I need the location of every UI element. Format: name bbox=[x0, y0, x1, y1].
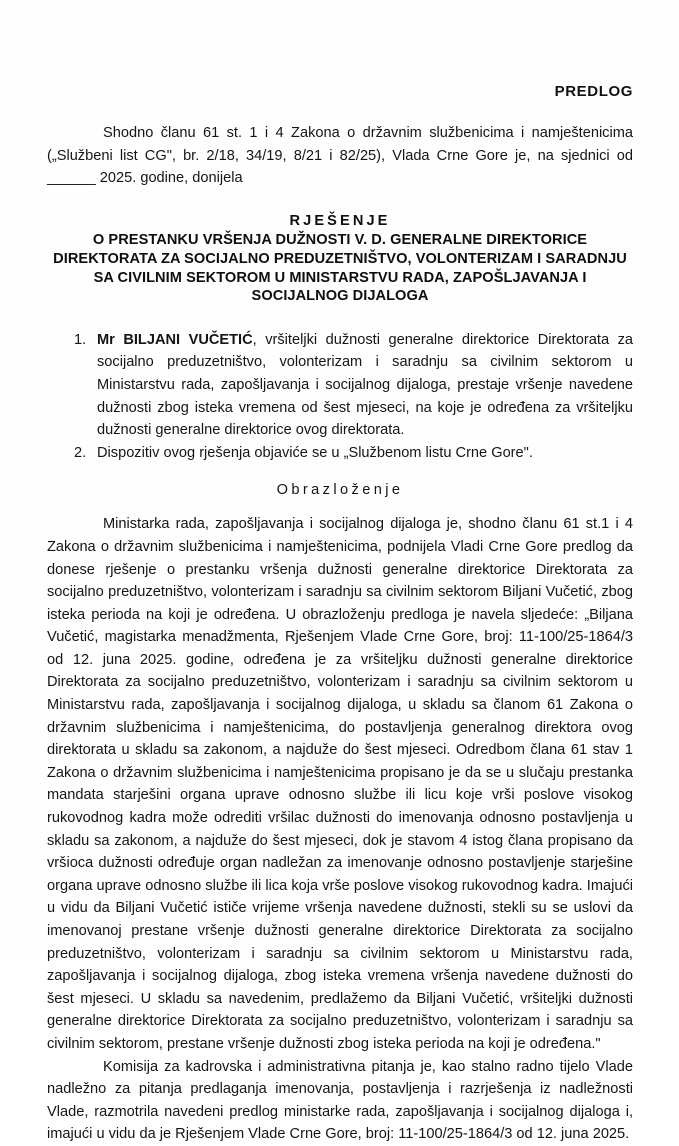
list-item-text: , vršiteljki dužnosti generalne direktorice Direktorata za socijalno preduzetništvo, volonterizam i saradnju sa civilnim sektorom u Ministarstvu rada, zapošljavanja i socijalnog dijaloga, prestaje vršenje navedene dužnosti zbog isteka vremena od šest mjeseci, na koje je određena za vršiteljku dužnosti generalne direktorice ovog direktorata. bbox=[97, 331, 633, 439]
document-title-subtitle: O PRESTANKU VRŠENJA DUŽNOSTI V. D. GENERALNE DIREKTORICE DIREKTORATA ZA SOCIJALNO PREDUZETNIŠTVO, VOLONTERIZAM I SARADNJU SA CIVILNIM SEKTOROM U MINISTARSTVU RADA, ZAPOŠLJAVANJA I SOCIJALNOG DIJALOGA bbox=[53, 232, 627, 305]
list-item bbox=[47, 442, 633, 465]
explanation-paragraph: Ministarka rada, zapošljavanja i socijalnog dijaloga je, shodno članu 61 st.1 i 4 Zakona o državnim službenicima i namještenicima, podnijela Vladi Crne Gore predlog da donese rješenje o prestanku vršenja dužnosti generalne direktorice Direktorata za socijalno preduzetništvo, volonterizam i saradnju sa civilnim sektorom Biljani Vučetić, zbog isteka perioda na koji je određena. U obrazloženju predloga je navela sljedeće: „Biljana Vučetić, magistarka menadžmenta, Rješenjem Vlade Crne Gore, broj: 11-100/25-1864/3 od 12. juna 2025. godine, određena je za vršiteljku dužnosti generalne direktorice Direktorata za socijalno preduzetništvo, volonterizam i saradnju sa civilnim sektorom u Ministarstvu rada, zapošljavanja i socijalnog dijaloga, u skladu sa članom 61 Zakona o državnim službenicima i namještenicima, do postavljenja generalnog direktora ovog direktorata u skladu sa zakonom, a najduže do šest mjeseci. Odredbom člana 61 stav 1 Zakona o državnim službenicima i namještenicima propisano je da se u slučaju prestanka mandata starješini organa uprave odnosno službe ili licu koje vrši poslove visokog rukovodnog kadra može odrediti vršilac dužnosti do imenovanja odnosno postavljenja u skladu sa zakonom, a najduže do šest mjeseci, dok je stavom 4 istog člana propisano da vršioca dužnosti određuje organ nadležan za imenovanje odnosno postavljenje starješine organa uprave odnosno službe ili lica koja vrše poslove visokog rukovodnog kadra. Imajući u vidu da Biljani Vučetić ističe vrijeme vršenja navedene dužnosti, stekli su se uslovi da imenovanoj prestane vršenje dužnosti generalne direktorice Direktorata za socijalno preduzetništvo, volonterizam i saradnju sa civilnim sektorom u Ministarstvu rada, zapošljavanja i socijalnog dijaloga, zbog isteka vremena vršenja navedene dužnosti do šest mjeseci. U skladu sa navedenim, predlažemo da Biljani Vučetić, vršiteljki dužnosti generalne direktorice Direktorata za socijalno preduzetništvo, volonterizam i saradnju sa civilnim sektorom, prestane vršenje dužnosti zbog isteka perioda na koji je određena." bbox=[47, 516, 633, 1052]
list-item bbox=[47, 329, 633, 442]
list-item-text: Dispozitiv ovog rješenja objaviće se u „Službenom listu Crne Gore". bbox=[97, 444, 533, 461]
list-item-number: 1. bbox=[74, 331, 87, 348]
intro-paragraph: Shodno članu 61 st. 1 i 4 Zakona o državnim službenicima i namještenicima („Službeni list CG", br. 2/18, 34/19, 8/21 i 82/25), Vlada Crne Gore je, na sjednici od ______ 2025. godine, donijela bbox=[47, 125, 633, 187]
decision-items-list bbox=[47, 329, 633, 465]
explanation-paragraph: Komisija za kadrovska i administrativna pitanja je, kao stalno radno tijelo Vlade nadležno za pitanja predlaganja imenovanja, postavljenja i razrješenja iz nadležnosti Vlade, razmotrila navedeni predlog ministarke rada, zapošljavanja i socijalnog dijaloga i, imajući u vidu da je Rješenjem Vlade Crne Gore, broj: 11-100/25-1864/3 od 12. juna 2025. bbox=[47, 1058, 633, 1143]
intro-block bbox=[47, 122, 633, 190]
document-header-label: PREDLOG bbox=[554, 83, 633, 100]
list-item-number: 2. bbox=[74, 444, 87, 461]
document-title-main: RJEŠENJE bbox=[289, 212, 391, 229]
explanation-heading: Obrazloženje bbox=[276, 482, 404, 499]
document-title-block bbox=[47, 212, 633, 306]
list-item-bold-lead: Mr BILJANI VUČETIĆ bbox=[97, 331, 253, 348]
explanation-body bbox=[47, 513, 633, 1146]
